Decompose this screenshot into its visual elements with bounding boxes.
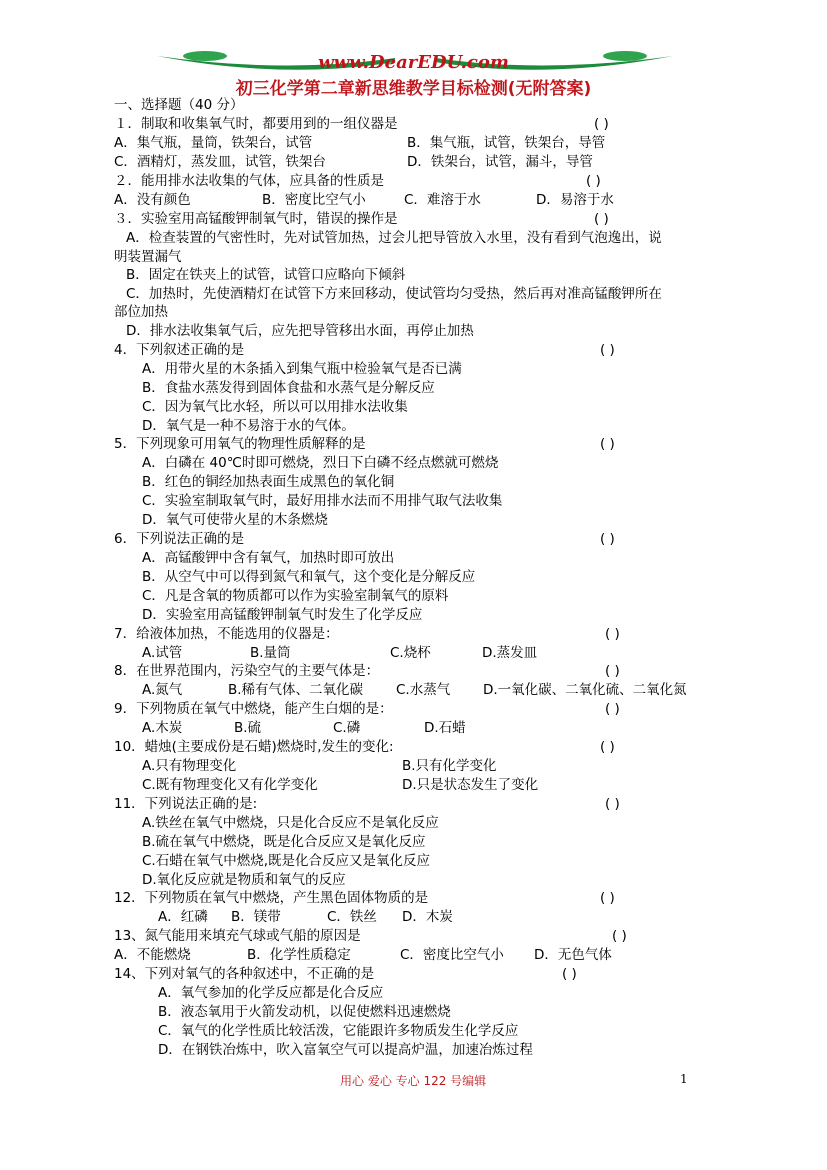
question-7: 7．给液体加热，不能选用的仪器是： (114, 626, 339, 642)
answer-blank-7: ( ) (605, 626, 620, 642)
question-1: １．制取和收集氧气时，都要用到的一组仪器是 (114, 116, 398, 132)
q2-option-a: A．没有颜色 (114, 192, 191, 208)
q11-option-b: B.硫在氧气中燃烧，既是化合反应又是氧化反应 (142, 834, 426, 850)
q14-option-d: D．在钢铁冶炼中，吹入富氧空气可以提高炉温，加速冶炼过程 (158, 1042, 533, 1058)
q6-option-a: A．高锰酸钾中含有氧气，加热时即可放出 (142, 550, 395, 566)
q3-option-b: B．固定在铁夹上的试管，试管口应略向下倾斜 (126, 267, 406, 283)
q4-option-b: B．食盐水蒸发得到固体食盐和水蒸气是分解反应 (142, 380, 435, 396)
q10-option-d: D.只是状态发生了变化 (402, 777, 539, 793)
q3-option-c-cont: 部位加热 (114, 304, 168, 320)
q12-option-c: C．铁丝 (327, 909, 377, 925)
answer-blank-10: ( ) (600, 739, 615, 755)
q8-option-d: D.一氧化碳、二氧化硫、二氧化氮 (483, 682, 687, 698)
q13-option-a: A．不能燃烧 (114, 947, 191, 963)
q2-option-d: D．易溶于水 (536, 192, 614, 208)
q6-option-c: C．凡是含氧的物质都可以作为实验室制氧气的原料 (142, 588, 449, 604)
q10-option-c: C.既有物理变化又有化学变化 (142, 777, 318, 793)
q13-option-b: B．化学性质稳定 (247, 947, 351, 963)
q13-option-c: C．密度比空气小 (400, 947, 504, 963)
question-12: 12．下列物质在氧气中燃烧，产生黑色固体物质的是 (114, 890, 429, 906)
q8-option-a: A.氮气 (142, 682, 183, 698)
q11-option-d: D.氧化反应就是物质和氧气的反应 (142, 872, 346, 888)
answer-blank-2: ( ) (586, 173, 601, 189)
question-5: 5．下列现象可用氧气的物理性质解释的是 (114, 436, 366, 452)
q12-option-a: A．红磷 (158, 909, 208, 925)
answer-blank-9: ( ) (605, 701, 620, 717)
q4-option-c: C．因为氧气比水轻，所以可以用排水法收集 (142, 399, 408, 415)
q10-option-b: B.只有化学变化 (402, 758, 497, 774)
q1-option-b: B．集气瓶，试管，铁架台，导管 (407, 135, 606, 151)
site-name: www.DearEDU.com (318, 52, 509, 73)
answer-blank-1: ( ) (594, 116, 609, 132)
q3-option-a: A．检查装置的气密性时，先对试管加热，过会儿把导管放入水里，没有看到气泡逸出，说 (126, 230, 662, 246)
question-9: 9．下列物质在氧气中燃烧，能产生白烟的是： (114, 701, 393, 717)
answer-blank-13: ( ) (612, 928, 627, 944)
question-10: 10．蜡烛(主要成份是石蜡)燃烧时,发生的变化: (114, 739, 394, 755)
question-14: 14、下列对氧气的各种叙述中，不正确的是 (114, 966, 375, 982)
question-11: 11．下列说法正确的是: (114, 796, 258, 812)
q12-option-b: B．镁带 (231, 909, 281, 925)
footer-text: 用心 爱心 专心 122 号编辑 (340, 1074, 487, 1088)
q2-option-b: B．密度比空气小 (262, 192, 366, 208)
section-heading: 一、选择题（40 分） (114, 97, 244, 113)
answer-blank-14: ( ) (562, 966, 577, 982)
q11-option-a: A.铁丝在氧气中燃烧，只是化合反应不是氧化反应 (142, 815, 439, 831)
q9-option-a: A.木炭 (142, 720, 183, 736)
question-8: 8．在世界范围内，污染空气的主要气体是： (114, 663, 380, 679)
q3-option-a-cont: 明装置漏气 (114, 249, 182, 265)
answer-blank-5: ( ) (600, 436, 615, 452)
q2-option-c: C．难溶于水 (404, 192, 481, 208)
answer-blank-12: ( ) (600, 890, 615, 906)
q4-option-a: A．用带火星的木条插入到集气瓶中检验氧气是否已满 (142, 361, 462, 377)
q13-option-d: D．无色气体 (534, 947, 612, 963)
q14-option-b: B．液态氧用于火箭发动机，以促使燃料迅速燃烧 (158, 1004, 451, 1020)
q5-option-c: C．实验室制取氧气时，最好用排水法而不用排气取气法收集 (142, 493, 503, 509)
q9-option-c: C.磷 (333, 720, 361, 736)
answer-blank-8: ( ) (605, 663, 620, 679)
question-6: 6．下列说法正确的是 (114, 531, 245, 547)
q6-option-b: B．从空气中可以得到氮气和氧气，这个变化是分解反应 (142, 569, 476, 585)
q14-option-c: C．氧气的化学性质比较活泼，它能跟许多物质发生化学反应 (158, 1023, 519, 1039)
q5-option-b: B．红色的铜经加热表面生成黑色的氧化铜 (142, 474, 395, 490)
page-number: 1 (680, 1072, 688, 1086)
answer-blank-4: ( ) (600, 342, 615, 358)
question-2: ２．能用排水法收集的气体，应具备的性质是 (114, 173, 384, 189)
q9-option-b: B.硫 (234, 720, 262, 736)
q7-option-c: C.烧杯 (390, 645, 431, 661)
q10-option-a: A.只有物理变化 (142, 758, 237, 774)
q3-option-d: D．排水法收集氧气后，应先把导管移出水面，再停止加热 (126, 323, 474, 339)
q14-option-a: A．氧气参加的化学反应都是化合反应 (158, 985, 384, 1001)
page-title: 初三化学第二章新思维教学目标检测(无附答案) (235, 79, 592, 99)
q8-option-c: C.水蒸气 (396, 682, 451, 698)
answer-blank-11: ( ) (605, 796, 620, 812)
q12-option-d: D．木炭 (402, 909, 453, 925)
q1-option-d: D．铁架台，试管，漏斗，导管 (407, 154, 593, 170)
answer-blank-6: ( ) (600, 531, 615, 547)
q5-option-d: D．氧气可使带火星的木条燃烧 (142, 512, 328, 528)
question-3: ３．实验室用高锰酸钾制氧气时，错误的操作是 (114, 211, 398, 227)
q1-option-a: A．集气瓶，量筒，铁架台，试管 (114, 135, 313, 151)
q9-option-d: D.石蜡 (424, 720, 466, 736)
answer-blank-3: ( ) (594, 211, 609, 227)
question-13: 13、氮气能用来填充气球或气船的原因是 (114, 928, 361, 944)
q3-option-c: C．加热时，先使酒精灯在试管下方来回移动，使试管均匀受热，然后再对准高锰酸钾所在 (126, 286, 662, 302)
q7-option-a: A.试管 (142, 645, 183, 661)
q6-option-d: D．实验室用高锰酸钾制氧气时发生了化学反应 (142, 607, 423, 623)
q11-option-c: C.石蜡在氧气中燃烧,既是化合反应又是氧化反应 (142, 853, 431, 869)
q7-option-b: B.量筒 (250, 645, 291, 661)
q1-option-c: C．酒精灯，蒸发皿，试管，铁架台 (114, 154, 326, 170)
q7-option-d: D.蒸发皿 (482, 645, 538, 661)
q4-option-d: D．氧气是一种不易溶于水的气体。 (142, 418, 355, 434)
question-4: 4．下列叙述正确的是 (114, 342, 245, 358)
q5-option-a: A．白磷在 40℃时即可燃烧，烈日下白磷不经点燃就可燃烧 (142, 455, 499, 471)
q8-option-b: B.稀有气体、二氧化碳 (228, 682, 364, 698)
